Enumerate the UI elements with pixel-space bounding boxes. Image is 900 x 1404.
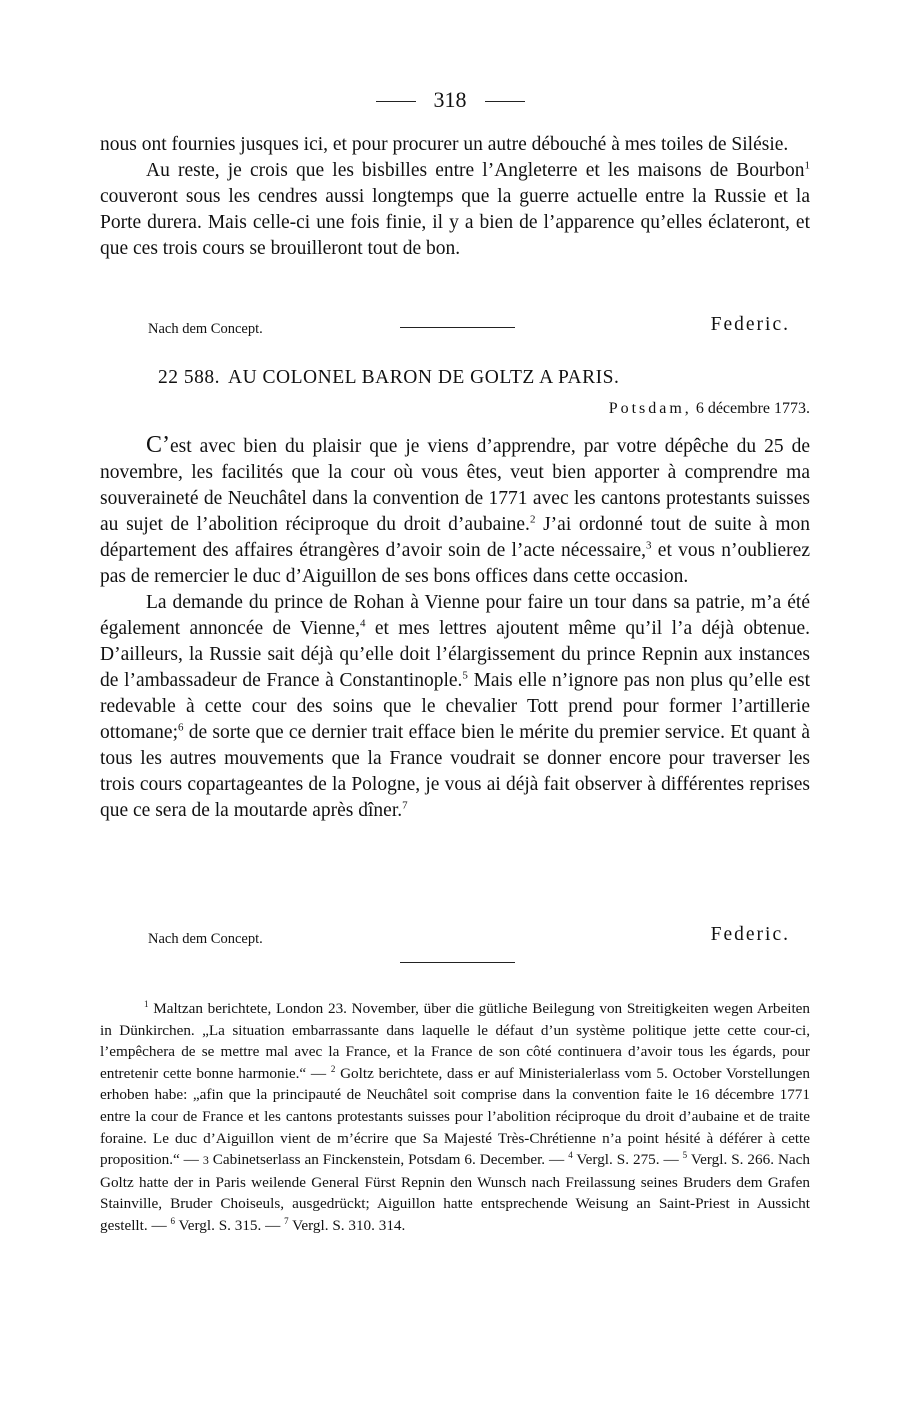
footnote-marker-2: 2	[330, 1063, 336, 1074]
letter-signature: Federic.	[710, 924, 790, 945]
letter-paragraph-2	[100, 590, 810, 824]
footnote-ref-6: 6	[177, 721, 184, 734]
letter-p1-text-b: J’ai ordonné tout de suite à mon département des affaires étrangères d’avoir soin de l’acte nécessaire,	[100, 514, 810, 561]
letter-paragraph-1	[100, 432, 810, 590]
footnotes-paragraph	[100, 998, 810, 1237]
signature: Federic.	[710, 314, 790, 335]
letter-p2-text-c: Mais elle n’ignore pas non plus qu’elle est redevable à cette cour des soins que le chevalier Tott prend pour former l’artillerie ottomane;	[100, 670, 810, 743]
carry-over-source-row	[148, 314, 790, 338]
separator-rule	[400, 327, 515, 328]
footnote-marker-4: 4	[568, 1150, 573, 1161]
footnote-marker-7: 7	[284, 1215, 289, 1226]
carry-over-paragraph-1	[100, 132, 810, 158]
carry-over-text	[100, 132, 810, 262]
footnote-4-text: Vergl. S. 275. —	[572, 1151, 683, 1169]
carry-over-p2-text-a: Au reste, je crois que les bisbilles entre l’Angleterre et les maisons de Bourbon	[146, 160, 805, 181]
footnote-7-text: Vergl. S. 310. 314.	[288, 1216, 406, 1234]
page-header	[0, 88, 900, 112]
footnote-marker-5: 5	[682, 1150, 688, 1161]
letter-title: AU COLONEL BARON DE GOLTZ A PARIS.	[228, 367, 620, 388]
letter-p2-text-a: La demande du prince de Rohan à Vienne pour faire un tour dans sa patrie, m’a été également annoncée de Vienne,	[100, 592, 810, 639]
letter-source-note: Nach dem Concept.	[148, 931, 263, 947]
source-note: Nach dem Concept.	[148, 321, 263, 337]
footnote-ref-1: 1	[804, 159, 810, 172]
footnotes	[100, 998, 810, 1237]
footnote-separator-rule	[400, 962, 515, 963]
letter-body	[100, 432, 810, 824]
carry-over-p2-text-b: couveront sous les cendres aussi longtemps que la guerre actuelle entre la Russie et la Porte durera. Mais celle-ci une fois finie, il y a bien de l’apparence qu’elles éclateront, et que ces trois cours se brouilleront tout de bon.	[100, 186, 810, 259]
letter-p1-text-c: et vous n’oublierez pas de remercier le duc d’Aiguillon de ses bons offices dans cette occasion.	[100, 540, 810, 587]
footnote-1-text: Maltzan berichtete, London 23. November, über die gütliche Beilegung von Streitigkeiten wegen Arbeiten in Dünkirchen. „La situation embarrassante dans laquelle le défaut d’un système politique jette cette cour-ci, l’empêchera de se mettre mal avec la France, et la France de son côté continuera d’avoir tous les égards, pour entretenir cette bonne harmonie.“ —	[100, 1000, 810, 1082]
letter-number: 22 588.	[158, 367, 220, 388]
footnote-ref-2: 2	[529, 513, 536, 526]
page-number: 318	[433, 87, 467, 112]
header-dash-right	[485, 101, 525, 102]
dateline-place: Potsdam,	[608, 400, 692, 417]
letter-source-row	[148, 924, 790, 948]
footnote-5-text: Vergl. S. 266. Nach Goltz hatte der in Paris weilende General Fürst Repnin den Wunsch nach Freilassung seines Bruders dem Grafen Stainville, Bruder Choiseuls, ausgedrückt; Aiguillon hatte entsprechende Weisung an Saint-Priest in Aussicht gestellt. —	[100, 1151, 810, 1234]
carry-over-paragraph-2	[100, 158, 810, 262]
footnote-6-text: Vergl. S. 315. —	[174, 1216, 285, 1234]
dateline-date: 6 décembre 1773.	[695, 400, 810, 417]
letter-p2-text-b: et mes lettres ajoutent même qu’il l’a déjà obtenue. D’ailleurs, la Russie sait déjà qu’elle doit l’élargissement du prince Repnin aux instances de l’ambassadeur de France à Constantinople.	[100, 618, 810, 691]
letter-p1-text-a: C’est avec bien du plaisir que je viens d’apprendre, par votre dépêche du 25 de novembre, les facilités que la cour où vous êtes, veut bien apporter à comprendre ma souveraineté de Neuchâtel dans la convention de 1771 avec les cantons protestants suisses au sujet de l’abolition réciproque du droit d’aubaine.	[100, 432, 810, 535]
footnote-2-text: Goltz berichtete, dass er auf Ministerialerlass vom 5. October Vorstellungen erhoben habe: „afin que la principauté de Neuchâtel soit comprise dans la convention faite le 16 décembre 1771 entre la cour de France et les cantons protestants suisses pour l’abolition réciproque du droit d’aubaine et de traite foraine. Le duc d’Aiguillon vient de m’écrire que Sa Majesté Très-Chrétienne n’a point hésité à déférer à cette proposition.“ —	[100, 1064, 810, 1169]
letter-heading	[158, 367, 619, 389]
footnote-marker-3: 3	[202, 1153, 209, 1168]
dateline	[609, 400, 810, 418]
footnote-marker-6: 6	[170, 1215, 175, 1226]
footnote-ref-4: 4	[359, 617, 366, 630]
footnote-ref-5: 5	[462, 669, 468, 682]
carry-over-p1-text: nous ont fournies jusques ici, et pour procurer un autre débouché à mes toiles de Silésie.	[100, 134, 789, 155]
footnote-ref-7: 7	[402, 799, 408, 812]
letter-p2-text-d: de sorte que ce dernier trait efface bien le mérite du premier service. Et quant à tous les autres mouvements que la France voudrait se donner encore pour traverser les trois cours copartageantes de la Pologne, je vous ai déjà fait observer à différentes reprises que ce sera de la moutarde après dîner.	[100, 722, 810, 821]
footnote-marker-1: 1	[144, 998, 149, 1009]
header-dash-left	[376, 101, 416, 102]
footnote-3-text: Cabinetserlass an Finckenstein, Potsdam 6. December. —	[208, 1151, 569, 1169]
footnote-ref-3: 3	[646, 539, 652, 552]
